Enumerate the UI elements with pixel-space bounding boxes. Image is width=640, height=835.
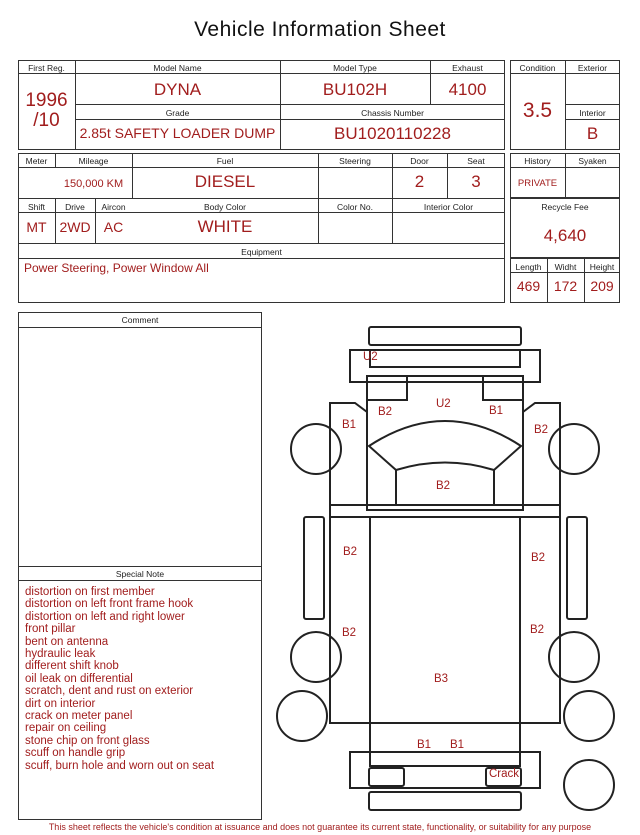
mark-b1-tail-left: B1 xyxy=(417,739,432,751)
page-title: Vehicle Information Sheet xyxy=(194,18,446,41)
left-tail-lamp xyxy=(369,768,404,786)
condition-label: Condition xyxy=(519,63,556,73)
aircon-label: Aircon xyxy=(101,202,126,212)
list-item: scuff on handle grip xyxy=(25,747,126,760)
rear-left-inner-wheel xyxy=(291,632,341,682)
cab-roof-left xyxy=(367,376,407,400)
history-value: PRIVATE xyxy=(517,178,558,189)
mark-b2-fender-right: B2 xyxy=(534,424,549,436)
list-item: scratch, dent and rust on exterior xyxy=(25,685,194,698)
mark-u2-front: U2 xyxy=(363,351,378,363)
list-item: different shift knob xyxy=(25,660,119,673)
model-type-label: Model Type xyxy=(333,63,377,73)
mark-b2-bed-left-upper: B2 xyxy=(343,546,358,558)
list-item: stone chip on front glass xyxy=(25,734,150,747)
list-item: dirt on interior xyxy=(25,697,96,710)
drive-value: 2WD xyxy=(59,219,91,235)
cab-roof-right xyxy=(483,376,523,400)
equipment-label: Equipment xyxy=(241,247,282,257)
list-item: oil leak on differential xyxy=(25,672,133,685)
door-value: 2 xyxy=(414,172,425,191)
list-item: repair on ceiling xyxy=(25,722,107,735)
shift-value: MT xyxy=(26,219,47,235)
list-item: hydraulic leak xyxy=(25,648,96,661)
comment-label: Comment xyxy=(121,315,159,325)
front-panel-outline xyxy=(350,350,540,382)
mileage-label: Mileage xyxy=(78,156,109,166)
model-name-value: DYNA xyxy=(153,80,202,99)
model-type-value: BU102H xyxy=(322,80,388,99)
disclaimer-footer: This sheet reflects the vehicle's condition at issuance and does not guarantee its current state, functionality, or suitability for any purpose xyxy=(48,822,592,832)
meter-label: Meter xyxy=(25,156,48,166)
front-bumper-outline xyxy=(369,327,521,345)
list-item: front pillar xyxy=(25,623,76,636)
cab-lower-left xyxy=(367,470,396,505)
body-color-label: Body Color xyxy=(203,202,247,212)
list-item: scuff, burn hole and worn out on seat xyxy=(25,759,215,772)
spare-wheel xyxy=(564,760,614,810)
rear-right-outer-wheel xyxy=(564,691,614,741)
shift-label: Shift xyxy=(27,202,45,212)
model-name-label: Model Name xyxy=(153,63,202,73)
first-reg-month: /10 xyxy=(33,110,60,131)
grade-label: Grade xyxy=(165,108,190,118)
rear-right-inner-wheel xyxy=(549,632,599,682)
list-item: distortion on left and right lower xyxy=(25,610,185,623)
mark-b2-bed-right-upper: B2 xyxy=(531,552,546,564)
fuel-label: Fuel xyxy=(216,156,234,166)
syaken-label: Syaken xyxy=(578,156,607,166)
interior-label: Interior xyxy=(579,108,606,118)
aircon-value: AC xyxy=(103,219,124,235)
list-item: bent on antenna xyxy=(25,635,109,648)
chassis-number-value: BU1020110228 xyxy=(334,124,451,143)
mark-b3-bed: B3 xyxy=(434,673,449,685)
width-label: Widht xyxy=(554,262,577,272)
interior-color-label: Interior Color xyxy=(423,202,474,212)
first-reg-label: First Reg. xyxy=(28,63,65,73)
exhaust-value: 4100 xyxy=(448,80,487,99)
exterior-label: Exterior xyxy=(577,63,608,73)
mark-b2-windshield: B2 xyxy=(436,480,451,492)
recycle-fee-label: Recycle Fee xyxy=(541,202,589,212)
height-value: 209 xyxy=(590,278,614,294)
windshield-outline xyxy=(369,421,521,470)
grade-value: 2.85t SAFETY LOADER DUMP xyxy=(79,125,276,141)
rear-left-outer-wheel xyxy=(277,691,327,741)
mark-b2-cab-left: B2 xyxy=(378,406,393,418)
drive-label: Drive xyxy=(65,202,85,212)
mark-b1-cab-right: B1 xyxy=(489,405,504,417)
length-label: Length xyxy=(515,262,542,272)
height-label: Height xyxy=(589,262,615,272)
cab-lower-right xyxy=(494,470,523,505)
list-item: distortion on left front frame hook xyxy=(25,598,194,611)
length-value: 469 xyxy=(516,278,541,294)
list-item: crack on meter panel xyxy=(25,710,133,723)
recycle-fee-value: 4,640 xyxy=(543,226,587,245)
first-reg-year: 1996 xyxy=(25,90,68,111)
equipment-value: Power Steering, Power Window All xyxy=(24,261,209,275)
mark-b1-tail-right: B1 xyxy=(450,739,465,751)
interior-value: B xyxy=(586,124,599,143)
width-value: 172 xyxy=(553,278,578,294)
body-color-value: WHITE xyxy=(197,217,253,236)
front-left-wheel xyxy=(291,424,341,474)
mark-b2-bed-left-lower: B2 xyxy=(342,627,357,639)
mark-b2-bed-right-lower: B2 xyxy=(530,624,545,636)
steering-label: Steering xyxy=(339,156,371,166)
cargo-bed-outline xyxy=(330,505,560,723)
chassis-number-label: Chassis Number xyxy=(361,108,424,118)
mark-u2-roof: U2 xyxy=(436,398,451,410)
right-side-guard xyxy=(567,517,587,619)
mark-crack-rear: Crack xyxy=(489,768,520,780)
condition-value: 3.5 xyxy=(522,99,553,122)
special-note-label: Special Note xyxy=(115,569,165,579)
fuel-value: DIESEL xyxy=(194,172,256,191)
door-label: Door xyxy=(410,156,429,166)
left-side-guard xyxy=(304,517,324,619)
list-item: distortion on first member xyxy=(25,586,155,598)
front-right-wheel xyxy=(549,424,599,474)
mark-b1-fender-left: B1 xyxy=(342,419,357,431)
history-label: History xyxy=(524,156,551,166)
mileage-value: 150,000 KM xyxy=(63,178,124,190)
cargo-bed-inner xyxy=(330,517,560,723)
rear-bumper-outline xyxy=(369,792,521,810)
seat-label: Seat xyxy=(467,156,485,166)
exhaust-label: Exhaust xyxy=(452,63,483,73)
color-no-label: Color No. xyxy=(337,202,373,212)
right-fender-outline xyxy=(523,403,560,505)
seat-value: 3 xyxy=(471,172,481,191)
